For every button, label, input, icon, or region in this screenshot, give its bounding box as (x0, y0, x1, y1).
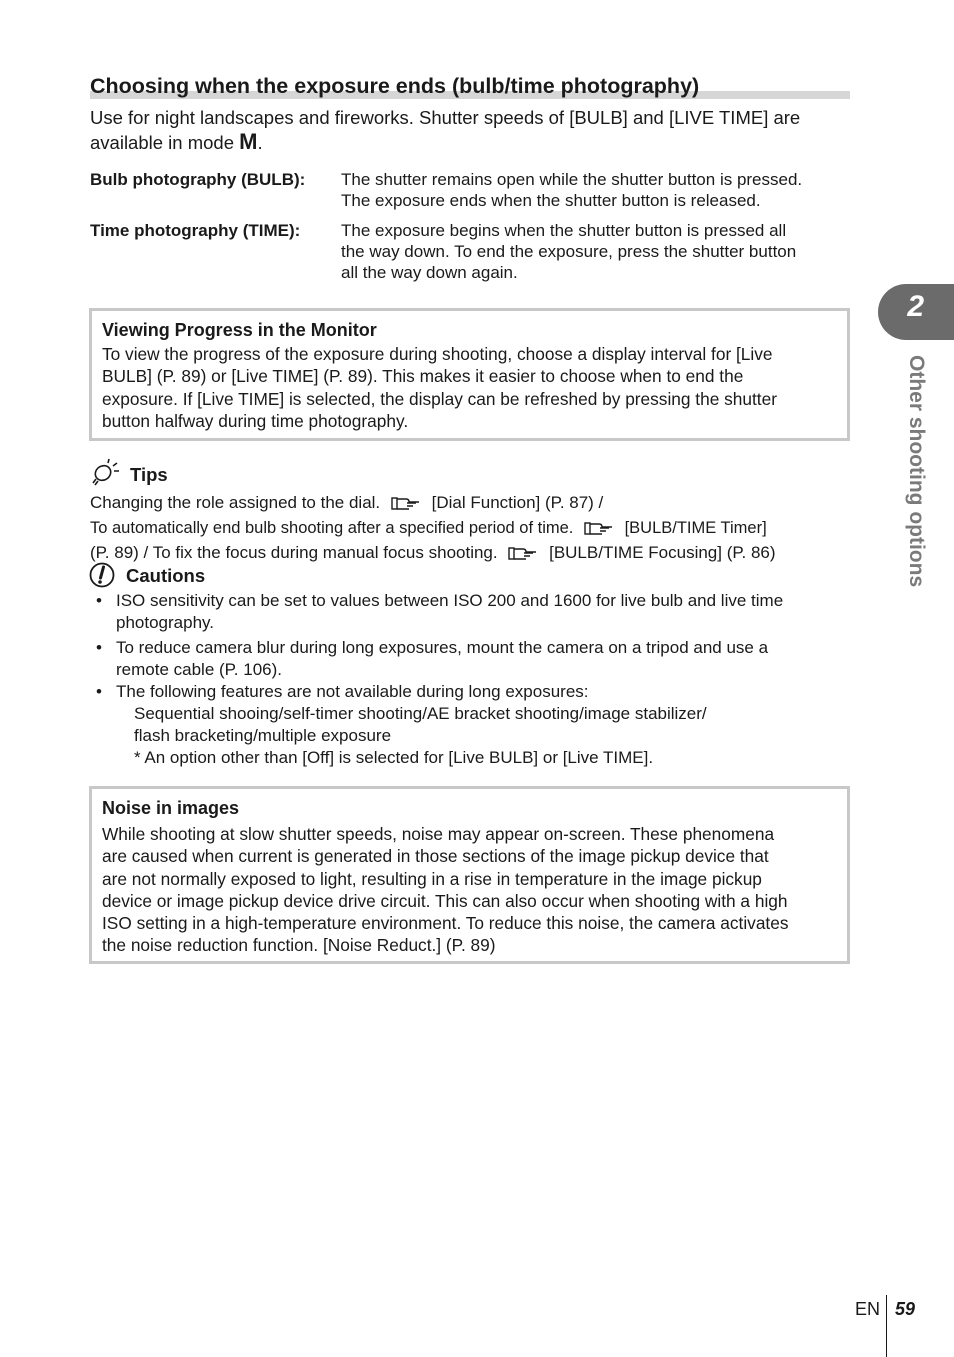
bulb-description (341, 169, 861, 211)
noise-line: ISO setting in a high-temperature environment. To reduce this noise, the camera activates (102, 913, 789, 934)
monitor-line: To view the progress of the exposure during shooting, choose a display interval for [Live (102, 344, 773, 364)
bullet: • (96, 638, 102, 657)
noise-box-title: Noise in images (102, 798, 240, 818)
bulb-label: Bulb photography (BULB): (90, 170, 306, 189)
time-line: the way down. To end the exposure, press the shutter button (341, 242, 797, 261)
reference-hand-icon (508, 545, 538, 567)
caution-item-1 (96, 590, 856, 634)
caution-line: ISO sensitivity can be set to values between ISO 200 and 1600 for live bulb and live time (116, 591, 784, 610)
monitor-line: button halfway during time photography. (102, 410, 409, 431)
page-number: 59 (895, 1299, 916, 1319)
reference-hand-icon (391, 495, 421, 517)
time-label: Time photography (TIME): (90, 221, 301, 240)
caution-sub-line: * An option other than [Off] is selected for [Live BULB] or [Live TIME]. (134, 748, 654, 767)
bulb-line: The shutter remains open while the shutter button is pressed. (341, 170, 803, 189)
mode-m-symbol: M (239, 129, 258, 154)
caution-exclamation-icon (89, 562, 115, 593)
caution-sub-line: Sequential shooing/self-timer shooting/AE bracket shooting/image stabilizer/ (134, 704, 707, 723)
caution-sub-list (96, 703, 856, 769)
time-description (341, 220, 861, 283)
monitor-line: exposure. If [Live TIME] is selected, the display can be refreshed by pressing the shutter (102, 388, 777, 409)
tips-text (90, 492, 860, 567)
tips-line-1: Changing the role assigned to the dial. [Dial Function] (P. 87) / (90, 492, 860, 517)
tips-line-3: (P. 89) / To fix the focus during manual focus shooting. [BULB/TIME Focusing] (P. 86) (90, 542, 860, 567)
caution-line: photography. (116, 613, 214, 632)
chapter-title-vertical (906, 355, 936, 625)
monitor-line: BULB] (P. 89) or [Live TIME] (P. 89). This makes it easier to choose when to end the (102, 366, 744, 387)
caution-sub-line: flash bracketing/multiple exposure (134, 726, 392, 745)
reference-hand-icon (584, 520, 614, 542)
footer-language: EN (855, 1299, 881, 1319)
caution-line: To reduce camera blur during long exposures, mount the camera on a tripod and use a (116, 638, 769, 657)
bulb-line: The exposure ends when the shutter button is released. (341, 191, 761, 210)
noise-line: are not normally exposed to light, resulting in a rise in temperature in the image pickup (102, 868, 762, 889)
intro-end: . (257, 132, 263, 153)
chapter-title-label: Other shooting options (905, 355, 928, 588)
caution-item-3 (96, 681, 856, 769)
footer-divider (886, 1295, 887, 1357)
noise-line: While shooting at slow shutter speeds, noise may appear on-screen. These phenomena (102, 824, 775, 844)
intro-paragraph (90, 106, 860, 155)
noise-line: are caused when current is generated in those sections of the image pickup device that (102, 846, 769, 867)
noise-line: device or image pickup device drive circuit. This can also occur when shooting with a high (102, 890, 788, 911)
monitor-box-text (102, 343, 837, 432)
tips-lightbulb-icon (90, 457, 122, 492)
caution-line: The following features are not available during long exposures: (116, 682, 589, 701)
time-line: The exposure begins when the shutter button is pressed all (341, 221, 787, 240)
caution-item-2 (96, 637, 856, 681)
noise-line: the noise reduction function. [Noise Reduct.] (P. 89) (102, 935, 496, 956)
section-heading: Choosing when the exposure ends (bulb/time photography) (90, 74, 700, 98)
tips-title: Tips (130, 464, 168, 485)
bullet: • (96, 682, 102, 701)
noise-box-text (102, 823, 837, 957)
noise-info-box (89, 786, 850, 964)
bullet: • (96, 591, 102, 610)
tips-line-2: To automatically end bulb shooting after a specified period of time. [BULB/TIME Timer] (90, 517, 860, 542)
chapter-number: 2 (907, 290, 924, 323)
monitor-info-box (89, 308, 850, 441)
cautions-title: Cautions (126, 565, 206, 586)
time-line: all the way down again. (341, 263, 518, 282)
intro-text: Use for night landscapes and fireworks. Shutter speeds of [BULB] and [LIVE TIME] are available in mode (90, 107, 801, 153)
monitor-box-title: Viewing Progress in the Monitor (102, 320, 377, 340)
caution-line: remote cable (P. 106). (116, 660, 282, 679)
